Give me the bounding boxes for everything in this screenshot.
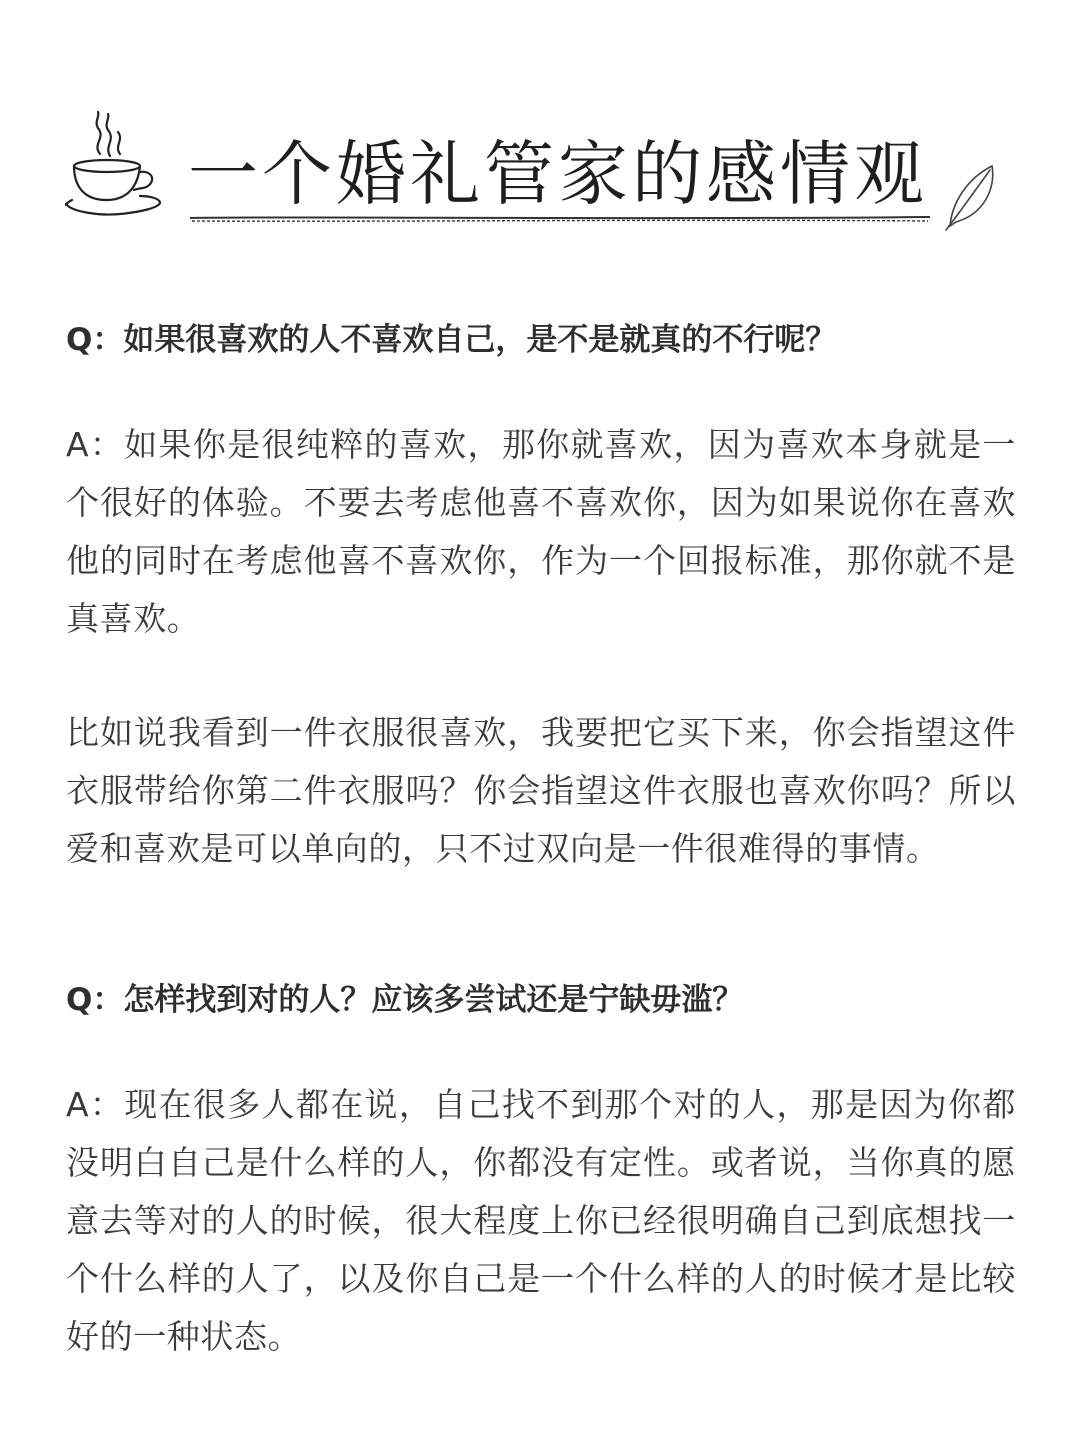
answer-1-paragraph-1: A：如果你是很纯粹的喜欢，那你就喜欢，因为喜欢本身就是一个很好的体验。不要去考虑他喜不喜欢你，因为如果说你在喜欢他的同时在考虑他喜不喜欢你，作为一个回报标准，那你就不是真喜欢。 — [66, 425, 1016, 638]
qa-content — [66, 308, 1016, 1366]
page-title: 一个婚礼管家的感情观 — [188, 133, 928, 215]
question-2: Q：怎样找到对的人？应该多尝试还是宁缺毋滥？ — [66, 982, 744, 1018]
answer-2-paragraph-1: A：现在很多人都在说，自己找不到那个对的人，那是因为你都没明白自己是什么样的人，你都没有定性。或者说，当你真的愿意去等对的人的时候，很大程度上你已经很明确自己到底想找一个什么样的人了，以及你自己是一个什么样的人的时候才是比较好的一种状态。 — [66, 1085, 1016, 1356]
page-header — [0, 0, 1080, 260]
answer-1-paragraph-2: 比如说我看到一件衣服很喜欢，我要把它买下来，你会指望这件衣服带给你第二件衣服吗？你会指望这件衣服也喜欢你吗？所以爱和喜欢是可以单向的，只不过双向是一件很难得的事情。 — [66, 713, 1016, 868]
coffee-cup-icon — [60, 108, 164, 220]
question-1: Q：如果很喜欢的人不喜欢自己，是不是就真的不行呢？ — [66, 322, 837, 358]
qa-section-1 — [66, 308, 1016, 878]
qa-section-2 — [66, 968, 1016, 1366]
title-underline — [188, 214, 932, 224]
leaf-icon — [942, 162, 1002, 232]
